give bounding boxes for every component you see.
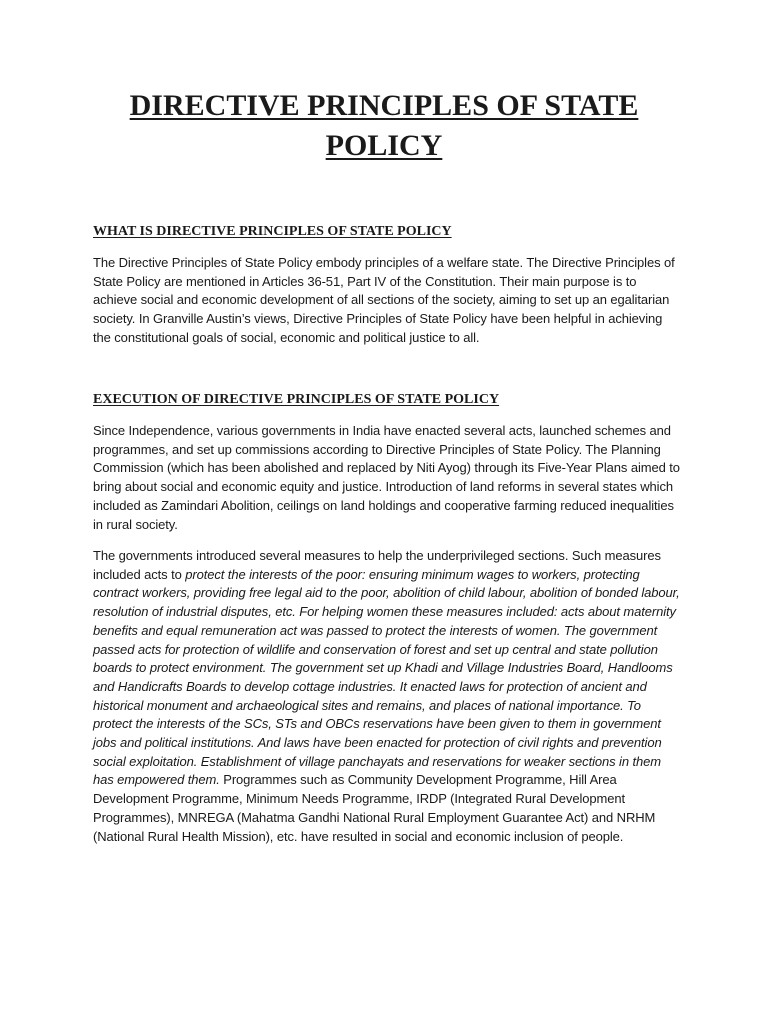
- paragraph-measures: [93, 547, 683, 846]
- section-heading-what-is: WHAT IS DIRECTIVE PRINCIPLES OF STATE POLICY: [93, 224, 452, 239]
- measures-tail-text: Programmes such as Community Development Programme, Hill Area Development Programme, Minimum Needs Programme, IRDP (Integrated Rural Development Programmes), MNREGA (Mahatma Gandhi National Rural Employment Guarantee Act) and NRHM (National Rural Health Mission), etc. have resulted in social and economic inclusion of people.: [93, 772, 656, 844]
- paragraph-since-independence: Since Independence, various governments in India have enacted several acts, launched schemes and programmes, and set up commissions according to Directive Principles of State Policy. The Planning Commission (which has been abolished and replaced by Niti Ayog) through its Five-Year Plans aimed to bring about social and economic equity and justice. Introduction of land reforms in several states which included as Zamindari Abolition, ceilings on land holdings and cooperative farming reduced inequalities in rural society.: [93, 423, 680, 532]
- paragraph-definition: The Directive Principles of State Policy embody principles of a welfare state. The Directive Principles of State Policy are mentioned in Articles 36-51, Part IV of the Constitution. Their main purpose is to achieve social and economic development of all sections of the society, aiming to set up an egalitarian society. In Granville Austin’s views, Directive Principles of State Policy have been helpful in achieving the constitutional goals of social, economic and political justice to all.: [93, 255, 675, 345]
- document-title: DIRECTIVE PRINCIPLES OF STATE POLICY: [129, 89, 639, 162]
- measures-italic-text: protect the interests of the poor: ensuring minimum wages to workers, protecting contract workers, providing free legal aid to the poor, abolition of child labour, abolition of bonded labour, resolution of industrial disputes, etc. For helping women these measures included: acts about maternity benefits and equal remuneration act was passed to protect the interests of women. The government passed acts for protection of wildlife and conservation of forest and set up central and state pollution boards to protect environment. The government set up Khadi and Village Industries Board, Handlooms and Handicrafts Boards to develop cottage industries. It enacted laws for protection of ancient and historical monument and archaeological sites and remains, and places of national importance. To protect the interests of the SCs, STs and OBCs reservations have been given to them in government jobs and political institutions. And laws have been enacted for protection of civil rights and prevention social exploitation. Establishment of village panchayats and reservations for weaker sections in them has empowered them.: [93, 566, 680, 788]
- measures-lead-text: The governments introduced several measures to help the underprivileged sections. Such measures included acts to: [93, 548, 661, 582]
- section-heading-execution: EXECUTION OF DIRECTIVE PRINCIPLES OF STATE POLICY: [93, 392, 500, 407]
